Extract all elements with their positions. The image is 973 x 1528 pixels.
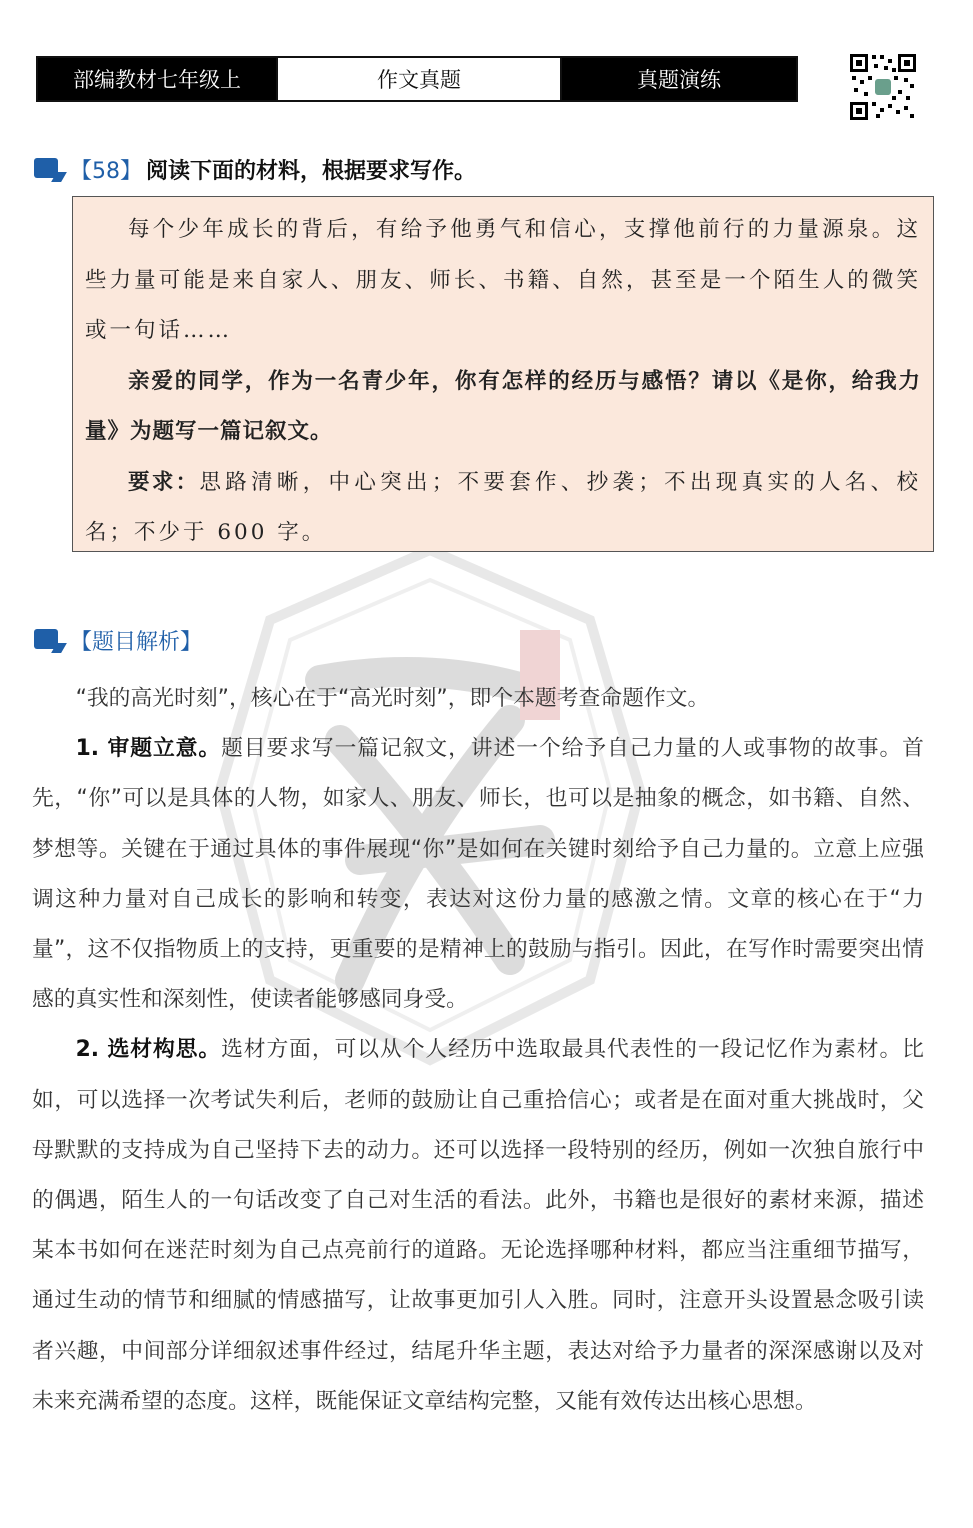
analysis-intro: “我的高光时刻”，核心在于“高光时刻”，即个本题考查命题作文。 <box>75 686 710 711</box>
requirements-label: 要求： <box>128 469 200 495</box>
point-1-text: 题目要求写一篇记叙文，讲述一个给予自己力量的人或事物的故事。首先，“你”可以是具体的人物，如家人、朋友、师长，也可以是抽象的概念，如书籍、自然、梦想等。关键在于通过具体的事件展现“你”是如何在关键时刻给予自己力量的。立意上应强调这种力量对自己成长的影响和转变，表达对这份力量的感激之情。文章的核心在于“力量”，这不仅指物质上的支持，更重要的是精神上的鼓励与指引。因此，在写作时需要突出情感的真实性和深刻性，使读者能够感同身受。 <box>32 736 924 1013</box>
question-number: 【58】 <box>70 159 142 184</box>
point-2-label: 2. 选材构思。 <box>75 1037 222 1063</box>
material-paragraph-1: 每个少年成长的背后，有给予他勇气和信心，支撑他前行的力量源泉。这些力量可能是来自家人、朋友、师长、书籍、自然，甚至是一个陌生人的微笑或一句话…… <box>85 217 921 343</box>
material-prompt: 亲爱的同学，作为一名青少年，你有怎样的经历与感悟？请以《是你，给我力量》为题写一篇记叙文。 <box>85 368 921 444</box>
header-category-label: 作文真题 <box>276 58 562 100</box>
analysis-heading <box>34 625 202 656</box>
qr-code-icon[interactable] <box>848 52 918 122</box>
question-heading <box>34 154 476 185</box>
point-1-label: 1. 审题立意。 <box>75 736 222 762</box>
analysis-title: 【题目解析】 <box>70 630 203 655</box>
point-2-text: 选材方面，可以从个人经历中选取最具代表性的一段记忆作为素材。比如，可以选择一次考试失利后，老师的鼓励让自己重拾信心；或者是在面对重大挑战时，父母默默的支持成为自己坚持下去的动力。还可以选择一段特别的经历，例如一次独自旅行中的偶遇，陌生人的一句话改变了自己对生活的看法。此外，书籍也是很好的素材来源，描述某本书如何在迷茫时刻为自己点亮前行的道路。无论选择哪种材料，都应当注重细节描写，通过生动的情节和细腻的情感描写，让故事更加引人入胜。同时，注意开头设置悬念吸引读者兴趣，中间部分详细叙述事件经过，结尾升华主题，表达对给予力量者的深深感谢以及对未来充满希望的态度。这样，既能保证文章结构完整，又能有效传达出核心思想。 <box>32 1037 924 1414</box>
header-bar <box>36 56 798 102</box>
analysis-body <box>32 674 924 1427</box>
material-box <box>72 196 934 552</box>
speech-bubble-icon <box>34 629 64 653</box>
analysis-point-1 <box>32 724 924 1025</box>
requirements-text: 思路清晰，中心突出；不要套作、抄袭；不出现真实的人名、校名；不少于 600 字。 <box>85 469 921 545</box>
question-instruction: 阅读下面的材料，根据要求写作。 <box>146 159 477 184</box>
header-practice-label: 真题演练 <box>562 58 796 100</box>
material-requirements <box>85 458 921 559</box>
header-grade-label: 部编教材七年级上 <box>38 58 276 100</box>
analysis-point-2 <box>32 1025 924 1427</box>
speech-bubble-icon <box>34 158 64 182</box>
